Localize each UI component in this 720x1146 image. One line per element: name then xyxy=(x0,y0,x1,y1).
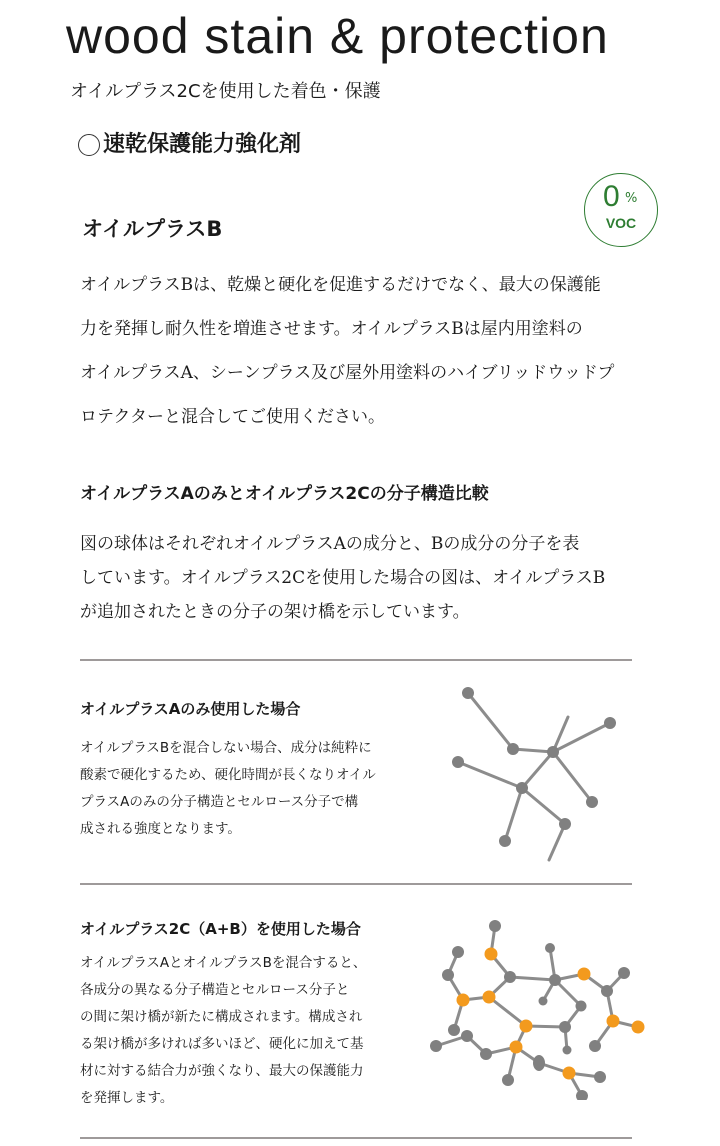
case-ab-title: オイルプラス2C（A+B）を使用した場合 xyxy=(80,920,361,938)
case-line: オイルプラスBを混合しない場合、成分は純粋に xyxy=(80,740,372,756)
voc-unit: % xyxy=(625,191,638,206)
circle-outline-icon xyxy=(78,134,100,156)
case-line: を発揮します。 xyxy=(80,1090,174,1106)
voc-value: 0 xyxy=(603,180,620,213)
case-line: の間に架け橋が新たに構成されます。構成され xyxy=(80,1009,363,1025)
product-name: オイルプラスB xyxy=(82,217,223,241)
case-line: 酸素で硬化するため、硬化時間が長くなりオイル xyxy=(80,767,376,783)
case-ab-text xyxy=(80,950,410,1112)
comparison-description xyxy=(80,527,640,629)
case-line: プラスAのみの分子構造とセルロース分子で構 xyxy=(80,794,359,810)
description-line: ロテクターと混合してご使用ください。 xyxy=(80,407,385,427)
molecule-a-only-diagram xyxy=(420,670,660,870)
description-line: が追加されたときの分子の架け橋を示しています。 xyxy=(80,602,470,622)
section-heading xyxy=(78,130,301,160)
case-line: 材に対する結合力が強くなり、最大の保護能力 xyxy=(80,1063,364,1079)
comparison-heading: オイルプラスAのみとオイルプラス2Cの分子構造比較 xyxy=(80,484,489,504)
molecule-a-plus-b-diagram xyxy=(420,900,660,1100)
divider xyxy=(80,1137,632,1139)
zero-voc-badge-icon xyxy=(584,173,658,247)
case-a-title: オイルプラスAのみ使用した場合 xyxy=(80,700,301,718)
case-line: る架け橋が多ければ多いほど、硬化に加えて基 xyxy=(80,1036,364,1052)
voc-label: VOC xyxy=(605,215,637,231)
product-description xyxy=(80,263,640,439)
divider xyxy=(80,883,632,885)
description-line: オイルプラスBは、乾燥と硬化を促進するだけでなく、最大の保護能 xyxy=(80,275,601,295)
divider xyxy=(80,659,632,661)
description-line: 図の球体はそれぞれオイルプラスAの成分と、Bの成分の分子を表 xyxy=(80,534,580,554)
description-line: 力を発揮し耐久性を増進させます。オイルプラスBは屋内用塗料の xyxy=(80,319,583,339)
page-title: wood stain & protection xyxy=(66,8,609,64)
page-subtitle: オイルプラス2Cを使用した着色・保護 xyxy=(70,81,381,102)
case-a-text xyxy=(80,735,410,843)
description-line: しています。オイルプラス2Cを使用した場合の図は、オイルプラスB xyxy=(80,568,606,588)
case-line: オイルプラスAとオイルプラスBを混合すると、 xyxy=(80,955,367,971)
case-line: 成される強度となります。 xyxy=(80,821,241,837)
description-line: オイルプラスA、シーンプラス及び屋外用塗料のハイブリッドウッドプ xyxy=(80,363,615,383)
case-line: 各成分の異なる分子構造とセルロース分子と xyxy=(80,982,350,998)
section-heading-text: 速乾保護能力強化剤 xyxy=(103,132,302,157)
